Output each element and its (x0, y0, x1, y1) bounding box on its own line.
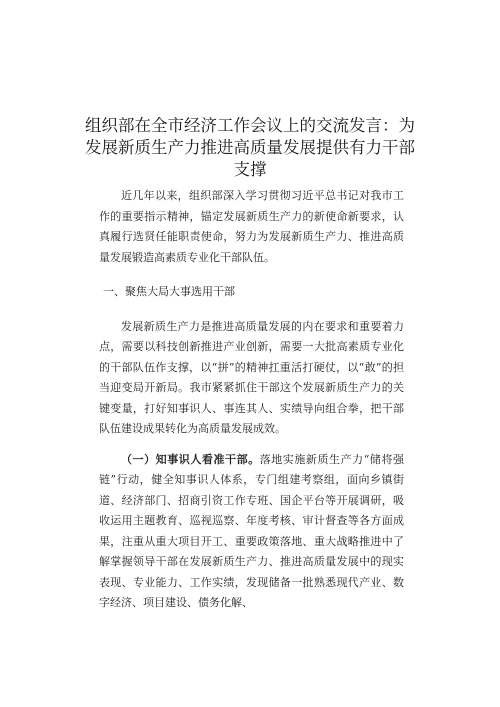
section-1-paragraph: 发展新质生产力是推进高质量发展的内在要求和重要着力点，需要以科技创新推进产业创新，需要一大批高素质专业化的干部队伍作支撑，以“拼”的精神扛重活打硬仗，以“敢”的担当迎变局开新局。我市紧紧抓住干部这个发展新质生产力的关键变量，打好知事识人、事连其人、实绩导向组合拳，把干部队伍建设成果转化为高质量发展成效。 (99, 319, 404, 435)
subsection-1-lead: （一）知事识人看准干部。 (121, 452, 260, 466)
section-heading-1: 一、聚焦大局大事选用干部 (103, 285, 235, 298)
document-body (99, 186, 404, 614)
title-line-1: 组织部在全市经济工作会议上的交流发言：为 (85, 116, 415, 135)
document-title (40, 115, 460, 181)
title-line-2: 发展新质生产力推进高质量发展提供有力干部 (85, 138, 415, 157)
subsection-1-body: 落地实施新质生产力“储将强链”行动，健全知事识人体系，专门组建考察组，面向乡镇街道、经济部门、招商引资工作专班、国企平台等开展调研，吸收运用主题教育、巡视巡察、年度考核、审计督查等各方面成果，注重从重大项目开工、重要政策落地、重大战略推进中了解掌握领导干部在发展新质生产力、推进高质量发展中的现实表现、专业能力、工作实绩，发现储备一批熟悉现代产业、数字经济、项目建设、债务化解、 (99, 452, 404, 609)
title-line-3: 支撑 (233, 160, 267, 179)
intro-paragraph: 近几年以来，组织部深入学习贯彻习近平总书记对我市工作的重要指示精神，锚定发展新质生产力的新使命新要求，认真履行选贤任能职责使命，努力为发展新质生产力、推进高质量发展锻造高素质专业化干部队伍。 (99, 189, 404, 264)
subsection-1-paragraph (99, 450, 404, 614)
